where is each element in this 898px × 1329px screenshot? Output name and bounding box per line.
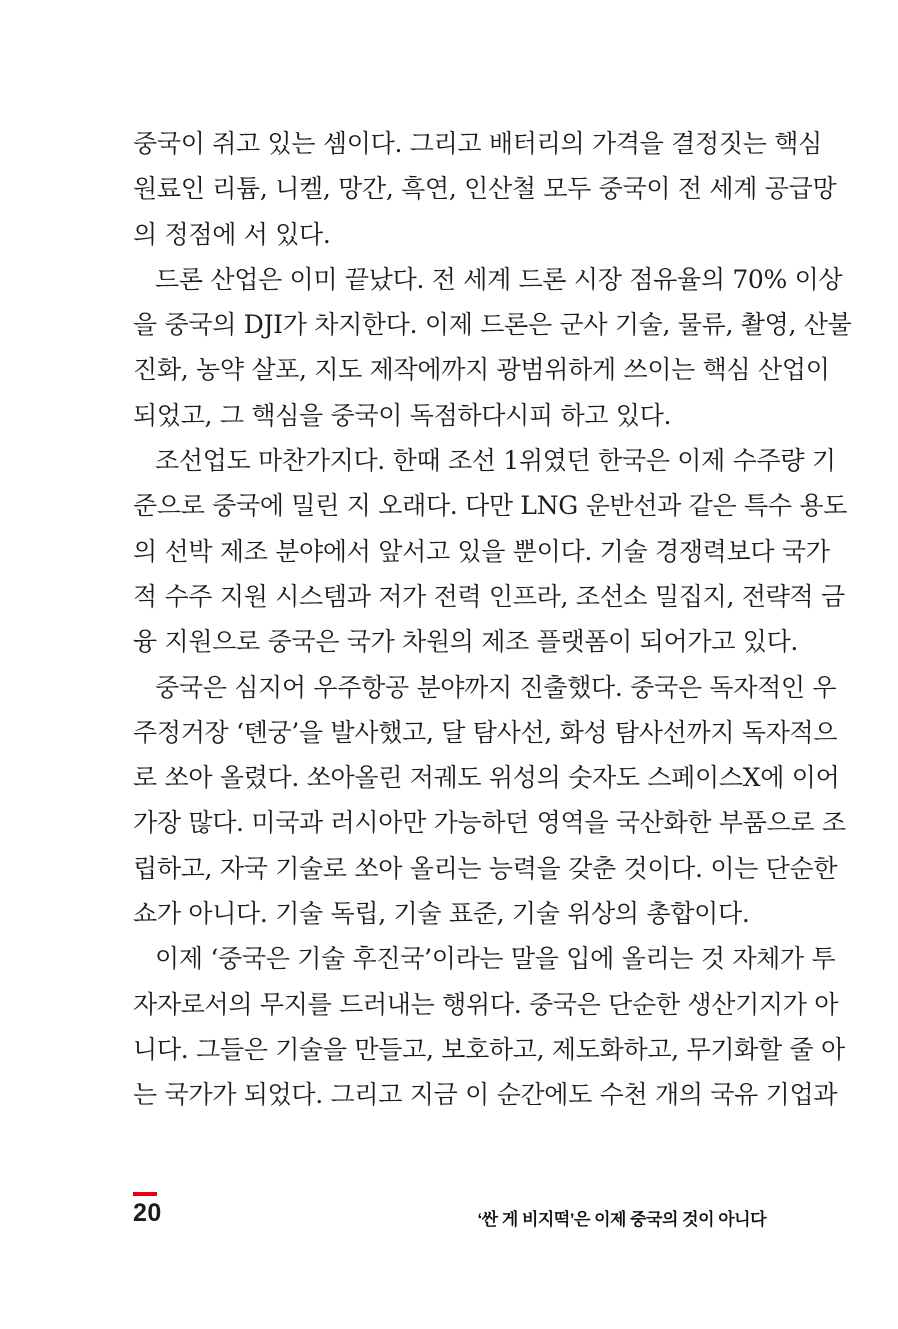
body-line: 가장 많다. 미국과 러시아만 가능하던 영역을 국산화한 부품으로 조 <box>133 808 846 838</box>
body-line: 니다. 그들은 기술을 만들고, 보호하고, 제도화하고, 무기화할 줄 아 <box>133 1034 845 1064</box>
page-number-accent-line <box>133 1192 157 1196</box>
page-number-block <box>133 1192 253 1226</box>
body-text <box>133 121 852 1118</box>
body-line: 적 수주 지원 시스템과 저가 전력 인프라, 조선소 밀집지, 전략적 금 <box>133 581 845 611</box>
body-line: 의 정점에 서 있다. <box>133 219 331 249</box>
running-title: ‘싼 게 비지떡’은 이제 중국의 것이 아니다 <box>477 1210 766 1229</box>
body-line: 되었고, 그 핵심을 중국이 독점하다시피 하고 있다. <box>133 400 672 430</box>
body-line: 의 선박 제조 분야에서 앞서고 있을 뿐이다. 기술 경쟁력보다 국가 <box>133 536 830 566</box>
body-line: 조선업도 마찬가지다. 한때 조선 1위였던 한국은 이제 수주량 기 <box>155 446 836 476</box>
body-line: 중국이 쥐고 있는 셈이다. 그리고 배터리의 가격을 결정짓는 핵심 <box>133 129 822 158</box>
page-number: 20 <box>133 1199 162 1227</box>
body-line: 는 국가가 되었다. 그리고 지금 이 순간에도 수천 개의 국유 기업과 <box>133 1080 838 1110</box>
body-line: 이제 ‘중국은 기술 후진국’이라는 말을 입에 올리는 것 자체가 투 <box>155 944 836 974</box>
body-line: 로 쏘아 올렸다. 쏘아올린 저궤도 위성의 숫자도 스페이스X에 이어 <box>133 763 840 793</box>
body-line: 쇼가 아니다. 기술 독립, 기술 표준, 기술 위상의 총합이다. <box>133 899 750 929</box>
body-line: 드론 산업은 이미 끝났다. 전 세계 드론 시장 점유율의 70% 이상 <box>155 264 843 294</box>
body-line: 준으로 중국에 밀린 지 오래다. 다만 LNG 운반선과 같은 특수 용도 <box>133 491 848 521</box>
body-line: 주정거장 ‘톈궁’을 발사했고, 달 탐사선, 화성 탐사선까지 독자적으 <box>133 717 838 747</box>
body-line: 립하고, 자국 기술로 쏘아 올리는 능력을 갖춘 것이다. 이는 단순한 <box>133 853 838 883</box>
body-line: 융 지원으로 중국은 국가 차원의 제조 플랫폼이 되어가고 있다. <box>133 627 799 657</box>
body-line: 원료인 리튬, 니켈, 망간, 흑연, 인산철 모두 중국이 전 세계 공급망 <box>133 174 837 204</box>
body-line: 중국은 심지어 우주항공 분야까지 진출했다. 중국은 독자적인 우 <box>155 672 837 702</box>
body-line: 진화, 농약 살포, 지도 제작에까지 광범위하게 쓰이는 핵심 산업이 <box>133 355 830 385</box>
body-line: 을 중국의 DJI가 차지한다. 이제 드론은 군사 기술, 물류, 촬영, 산불 <box>133 310 852 340</box>
body-line: 자자로서의 무지를 드러내는 행위다. 중국은 단순한 생산기지가 아 <box>133 989 839 1019</box>
